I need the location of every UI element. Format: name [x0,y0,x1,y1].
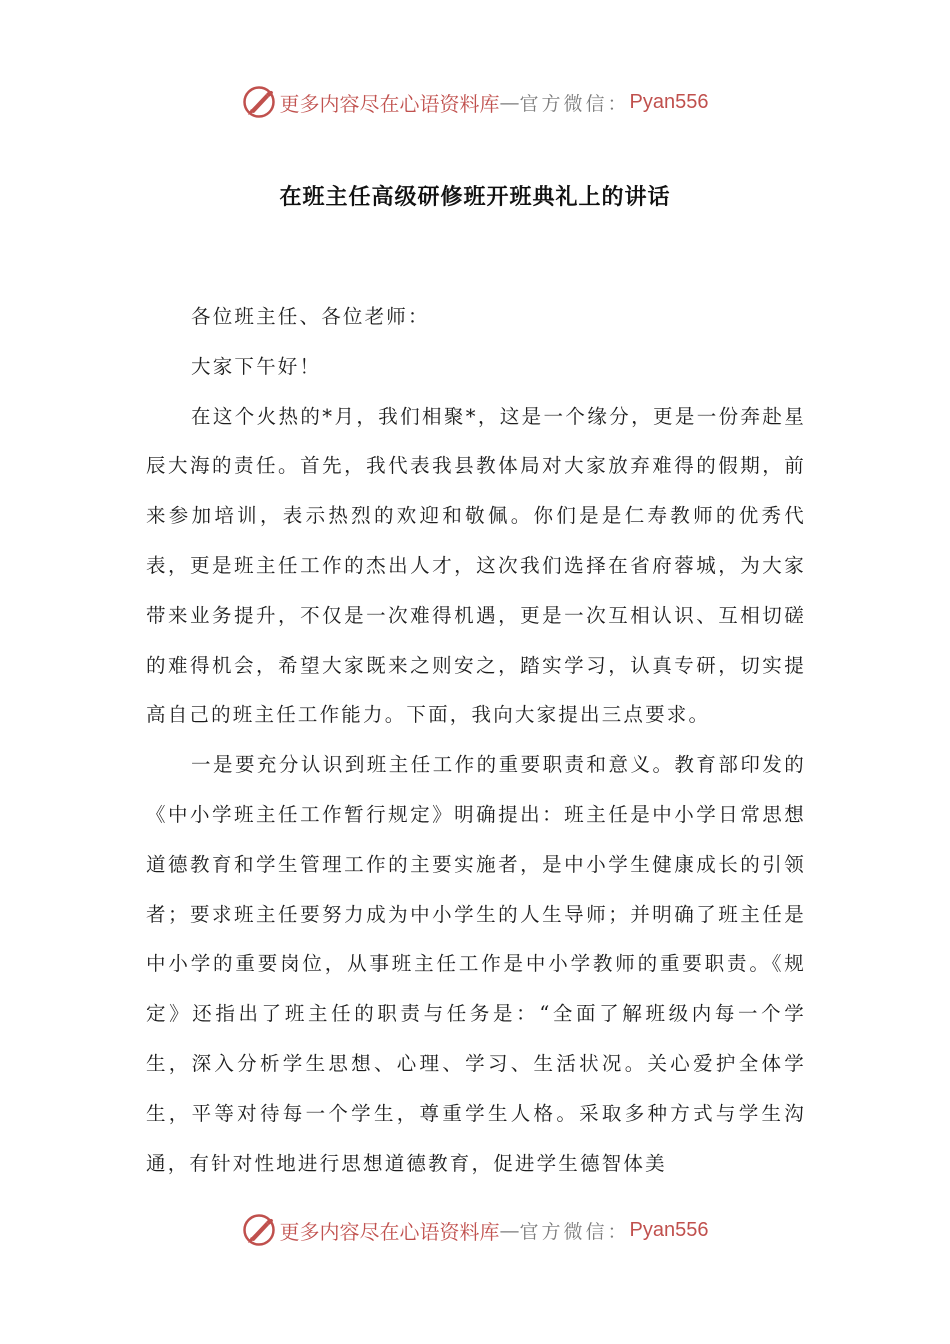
paragraph-intro: 在这个火热的*月，我们相聚*，这是一个缘分，更是一份奔赴星辰大海的责任。首先，我代表我县教体局对大家放弃难得的假期，前来参加培训，表示热烈的欢迎和敬佩。你们是是仁寿教师的优秀代表，更是班主任工作的杰出人才，这次我们选择在省府蓉城，为大家带来业务提升，不仅是一次难得机遇，更是一次互相认识、互相切磋的难得机会，希望大家既来之则安之，踏实学习，认真专研，切实提高自己的班主任工作能力。下面，我向大家提出三点要求。 [146,404,806,727]
watermark-banner-top [0,82,950,122]
watermark-separator: — [499,1218,520,1242]
document-title: 在班主任高级研修班开班典礼上的讲话 [279,185,671,210]
salutation: 各位班主任、各位老师： [191,305,430,328]
paragraph-point-one: 一是要充分认识到班主任工作的重要职责和意义。教育部印发的《中小学班主任工作暂行规定》明确提出：班主任是中小学日常思想道德教育和学生管理工作的主要实施者，是中小学生健康成长的引领者；要求班主任要努力成为中小学生的人生导师；并明确了班主任是中小学的重要岗位，从事班主任工作是中小学教师的重要职责。《规定》还指出了班主任的职责与任务是：“全面了解班级内每一个学生，深入分析学生思想、心理、学习、生活状况。关心爱护全体学生，平等对待每一个学生，尊重学生人格。采取多种方式与学生沟通，有针对性地进行思想道德教育，促进学生德智体美 [146,753,806,1175]
watermark-wechat-label: 官方微信： [519,1220,630,1243]
quill-logo-icon [242,1213,276,1247]
watermark-wechat-id: Pyan556 [629,1218,709,1241]
document-body [146,292,806,1188]
watermark-brand: 更多内容尽在心语资料库 [279,91,500,116]
watermark-brand: 更多内容尽在心语资料库 [279,1219,500,1244]
watermark-wechat-id: Pyan556 [629,90,709,113]
watermark-wechat-label: 官方微信： [519,92,630,115]
watermark-separator: — [499,90,520,114]
greeting: 大家下午好！ [191,354,322,378]
quill-logo-icon [242,85,276,119]
watermark-banner-bottom [0,1210,950,1250]
